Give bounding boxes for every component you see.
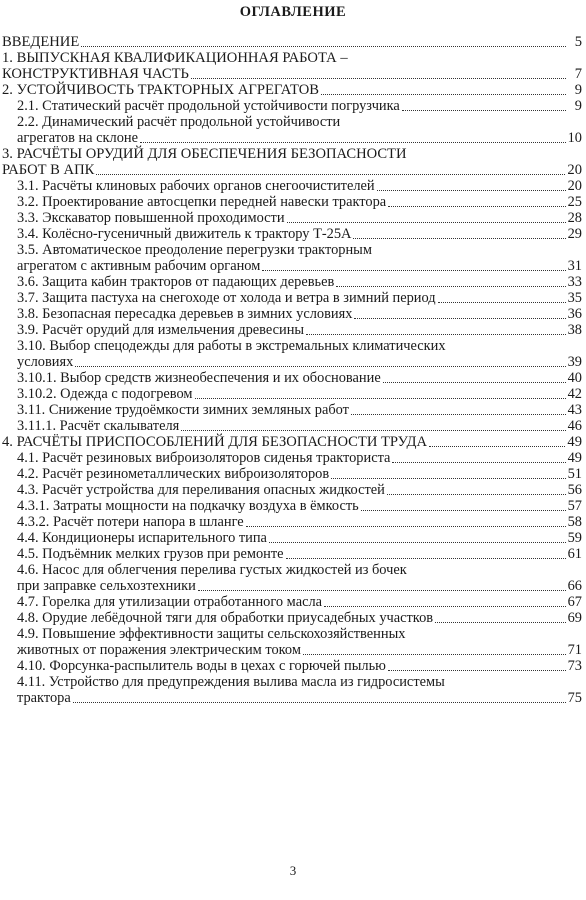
toc-page-number: 66 <box>567 578 582 594</box>
toc-entry-line <box>0 306 586 322</box>
toc-page-number: 57 <box>567 498 582 514</box>
toc-entry-text: 4.4. Кондиционеры испарительного типа <box>17 530 267 546</box>
toc-entry <box>0 482 586 498</box>
toc-page-number: 59 <box>567 530 582 546</box>
toc-entry <box>0 82 586 98</box>
toc-entry-text: 4.2. Расчёт резинометаллических виброизоляторов <box>17 466 330 482</box>
toc-entry-line <box>0 178 586 194</box>
toc-entry-text: 4.7. Горелка для утилизации отработанного масла <box>17 594 323 610</box>
toc-entry-line <box>0 50 586 66</box>
toc-entry-line <box>0 274 586 290</box>
toc-entry <box>0 338 586 370</box>
toc-entry <box>0 50 586 82</box>
toc-entry-text: 3.8. Безопасная пересадка деревьев в зимних условиях <box>17 306 353 322</box>
toc-entry-line <box>0 626 586 642</box>
toc-entry-line <box>0 546 586 562</box>
toc-entry <box>0 626 586 658</box>
toc-entry-line <box>0 562 586 578</box>
dot-leader <box>354 317 565 319</box>
toc-entry-line <box>0 242 586 258</box>
toc-entry-text: РАБОТ В АПК <box>2 162 95 178</box>
toc-entry-line <box>0 690 586 706</box>
toc-entry-text: 3.10. Выбор спецодежды для работы в экстремальных климатических <box>17 338 446 354</box>
toc-entry-line <box>0 498 586 514</box>
toc-entry-text: 3.3. Экскаватор повышенной проходимости <box>17 210 285 226</box>
toc-entry <box>0 274 586 290</box>
toc-page-number: 33 <box>567 274 582 290</box>
dot-leader <box>73 701 566 703</box>
toc-entry-text: 4.11. Устройство для предупреждения вылива масла из гидросистемы <box>17 674 445 690</box>
toc-entry-text: 3.9. Расчёт орудий для измельчения древесины <box>17 322 305 338</box>
toc-entry <box>0 418 586 434</box>
toc-entry-text: 3. РАСЧЁТЫ ОРУДИЙ ДЛЯ ОБЕСПЕЧЕНИЯ БЕЗОПАСНОСТИ <box>2 146 407 162</box>
toc-entry-line <box>0 354 586 370</box>
toc-entry-line <box>0 578 586 594</box>
dot-leader <box>402 109 566 111</box>
toc-page-number: 20 <box>567 178 582 194</box>
toc-entry-text: 4. РАСЧЁТЫ ПРИСПОСОБЛЕНИЙ ДЛЯ БЕЗОПАСНОСТИ ТРУДА <box>2 434 428 450</box>
toc-entry <box>0 498 586 514</box>
toc-entry <box>0 658 586 674</box>
toc-page-number: 20 <box>567 162 582 178</box>
dot-leader <box>387 493 566 495</box>
toc-entry-line <box>0 386 586 402</box>
toc-entry <box>0 178 586 194</box>
dot-leader <box>392 461 565 463</box>
toc-page-number: 9 <box>574 82 582 98</box>
table-of-contents <box>0 34 586 706</box>
toc-page-number: 9 <box>574 98 582 114</box>
dot-leader <box>96 173 565 175</box>
toc-entry-line <box>0 530 586 546</box>
toc-entry <box>0 290 586 306</box>
toc-entry-text: 3.1. Расчёты клиновых рабочих органов снегоочистителей <box>17 178 375 194</box>
toc-page-number: 38 <box>567 322 582 338</box>
toc-entry-text: животных от поражения электрическим током <box>17 642 301 658</box>
dot-leader <box>287 221 566 223</box>
dot-leader <box>353 237 565 239</box>
toc-entry <box>0 514 586 530</box>
toc-page-number: 5 <box>574 34 582 50</box>
toc-page-number: 7 <box>574 66 582 82</box>
dot-leader <box>377 189 566 191</box>
toc-entry-text: 4.5. Подъёмник мелких грузов при ремонте <box>17 546 284 562</box>
toc-entry-line <box>0 450 586 466</box>
toc-page-number: 75 <box>567 690 582 706</box>
toc-entry <box>0 546 586 562</box>
dot-leader <box>336 285 565 287</box>
dot-leader <box>198 589 566 591</box>
toc-page-number: 71 <box>567 642 582 658</box>
dot-leader <box>435 621 566 623</box>
dot-leader <box>321 93 566 95</box>
dot-leader <box>324 605 566 607</box>
toc-entry-text: 3.11. Снижение трудоёмкости зимних земляных работ <box>17 402 349 418</box>
dot-leader <box>438 301 566 303</box>
toc-entry-line <box>0 258 586 274</box>
dot-leader <box>140 141 566 143</box>
dot-leader <box>306 333 566 335</box>
toc-page-number: 69 <box>567 610 582 626</box>
toc-page-number: 49 <box>567 450 582 466</box>
toc-entry-line <box>0 482 586 498</box>
toc-entry-line <box>0 658 586 674</box>
dot-leader <box>81 45 566 47</box>
toc-entry-text: ВВЕДЕНИЕ <box>2 34 80 50</box>
dot-leader <box>269 541 566 543</box>
toc-entry-text: 4.1. Расчёт резиновых виброизоляторов сиденья тракториста <box>17 450 391 466</box>
toc-page-number: 51 <box>567 466 582 482</box>
toc-entry-line <box>0 674 586 690</box>
toc-entry <box>0 306 586 322</box>
toc-entry-text: КОНСТРУКТИВНАЯ ЧАСТЬ <box>2 66 189 82</box>
toc-page-number: 28 <box>567 210 582 226</box>
toc-entry <box>0 402 586 418</box>
page-title: ОГЛАВЛЕНИЕ <box>239 4 347 20</box>
dot-leader <box>361 509 566 511</box>
toc-page-number: 35 <box>567 290 582 306</box>
toc-entry-line <box>0 370 586 386</box>
dot-leader <box>181 429 565 431</box>
toc-entry-line <box>0 514 586 530</box>
page-number: 3 <box>289 863 297 878</box>
toc-entry-text: 3.10.1. Выбор средств жизнеобеспечения и их обоснование <box>17 370 381 386</box>
toc-entry-text: 4.6. Насос для облегчения перелива густых жидкостей из бочек <box>17 562 407 578</box>
toc-entry-text: 4.3.1. Затраты мощности на подкачку воздуха в ёмкость <box>17 498 359 514</box>
toc-entry-line <box>0 162 586 178</box>
dot-leader <box>195 397 566 399</box>
toc-entry-line <box>0 226 586 242</box>
toc-entry-line <box>0 322 586 338</box>
toc-entry-line <box>0 34 586 50</box>
toc-entry-text: 3.11.1. Расчёт скалывателя <box>17 418 180 434</box>
toc-entry-text: 2.1. Статический расчёт продольной устойчивости погрузчика <box>17 98 400 114</box>
toc-entry-line <box>0 610 586 626</box>
dot-leader <box>303 653 566 655</box>
toc-entry-text: 4.9. Повышение эффективности защиты сельскохозяйственных <box>17 626 406 642</box>
toc-entry-text: 3.7. Защита пастуха на снегоходе от холода и ветра в зимний период <box>17 290 436 306</box>
toc-entry <box>0 450 586 466</box>
toc-entry <box>0 242 586 274</box>
toc-entry-text: 3.6. Защита кабин тракторов от падающих деревьев <box>17 274 335 290</box>
toc-entry-text: 3.2. Проектирование автосцепки передней навески трактора <box>17 194 387 210</box>
toc-page-number: 31 <box>567 258 582 274</box>
toc-page-number: 29 <box>567 226 582 242</box>
toc-entry <box>0 226 586 242</box>
toc-entry-line <box>0 594 586 610</box>
toc-entry <box>0 562 586 594</box>
toc-entry-line <box>0 418 586 434</box>
dot-leader <box>75 365 565 367</box>
toc-entry-text: 2. УСТОЙЧИВОСТЬ ТРАКТОРНЫХ АГРЕГАТОВ <box>2 82 319 98</box>
dot-leader <box>383 381 566 383</box>
toc-page-number: 49 <box>567 434 582 450</box>
toc-page-number: 39 <box>567 354 582 370</box>
toc-entry-line <box>0 114 586 130</box>
toc-page-number: 43 <box>567 402 582 418</box>
dot-leader <box>388 205 565 207</box>
toc-entry-line <box>0 642 586 658</box>
toc-entry-text: 3.4. Колёсно-гусеничный движитель к трактору Т-25А <box>17 226 352 242</box>
toc-entry <box>0 434 586 450</box>
dot-leader <box>262 269 565 271</box>
toc-entry <box>0 114 586 146</box>
toc-entry <box>0 466 586 482</box>
toc-page-number: 10 <box>567 130 582 146</box>
toc-page-number: 36 <box>567 306 582 322</box>
dot-leader <box>191 77 566 79</box>
toc-entry-text: 4.8. Орудие лебёдочной тяги для обработки приусадебных участков <box>17 610 434 626</box>
toc-page-number: 46 <box>567 418 582 434</box>
toc-entry <box>0 98 586 114</box>
toc-entry-line <box>0 130 586 146</box>
toc-entry-text: 2.2. Динамический расчёт продольной устойчивости <box>17 114 341 130</box>
toc-page-number: 56 <box>567 482 582 498</box>
toc-entry-text: условиях <box>17 354 74 370</box>
toc-entry-text: 3.10.2. Одежда с подогревом <box>17 386 193 402</box>
dot-leader <box>429 445 565 447</box>
dot-leader <box>351 413 566 415</box>
toc-entry-line <box>0 82 586 98</box>
dot-leader <box>286 557 566 559</box>
toc-entry-line <box>0 146 586 162</box>
toc-entry <box>0 194 586 210</box>
toc-entry-line <box>0 290 586 306</box>
toc-entry-line <box>0 434 586 450</box>
toc-entry-text: 4.10. Форсунка-распылитель воды в цехах с горючей пылью <box>17 658 386 674</box>
toc-entry <box>0 530 586 546</box>
toc-entry-line <box>0 98 586 114</box>
toc-entry-text: агрегатов на склоне <box>17 130 139 146</box>
toc-entry <box>0 322 586 338</box>
toc-page-number: 58 <box>567 514 582 530</box>
toc-page-number: 25 <box>567 194 582 210</box>
dot-leader <box>388 669 566 671</box>
toc-entry <box>0 674 586 706</box>
toc-entry-text: 4.3.2. Расчёт потери напора в шланге <box>17 514 244 530</box>
toc-entry-line <box>0 66 586 82</box>
toc-entry-text: при заправке сельхозтехники <box>17 578 196 594</box>
toc-entry-text: 1. ВЫПУСКНАЯ КВАЛИФИКАЦИОННАЯ РАБОТА – <box>2 50 348 66</box>
dot-leader <box>246 525 566 527</box>
toc-entry <box>0 34 586 50</box>
toc-entry <box>0 370 586 386</box>
dot-leader <box>331 477 565 479</box>
toc-entry-text: трактора <box>17 690 71 706</box>
toc-entry <box>0 386 586 402</box>
toc-page-number: 61 <box>567 546 582 562</box>
toc-entry-line <box>0 466 586 482</box>
toc-entry-text: 3.5. Автоматическое преодоление перегрузки тракторным <box>17 242 372 258</box>
toc-entry-line <box>0 194 586 210</box>
toc-entry-text: 4.3. Расчёт устройства для переливания опасных жидкостей <box>17 482 385 498</box>
toc-page-number: 42 <box>567 386 582 402</box>
toc-page-number: 67 <box>567 594 582 610</box>
toc-entry <box>0 210 586 226</box>
toc-page-number: 73 <box>567 658 582 674</box>
toc-entry <box>0 146 586 178</box>
toc-entry-text: агрегатом с активным рабочим органом <box>17 258 261 274</box>
toc-entry-line <box>0 210 586 226</box>
toc-entry <box>0 610 586 626</box>
toc-page-number: 40 <box>567 370 582 386</box>
toc-entry <box>0 594 586 610</box>
toc-entry-line <box>0 402 586 418</box>
toc-entry-line <box>0 338 586 354</box>
